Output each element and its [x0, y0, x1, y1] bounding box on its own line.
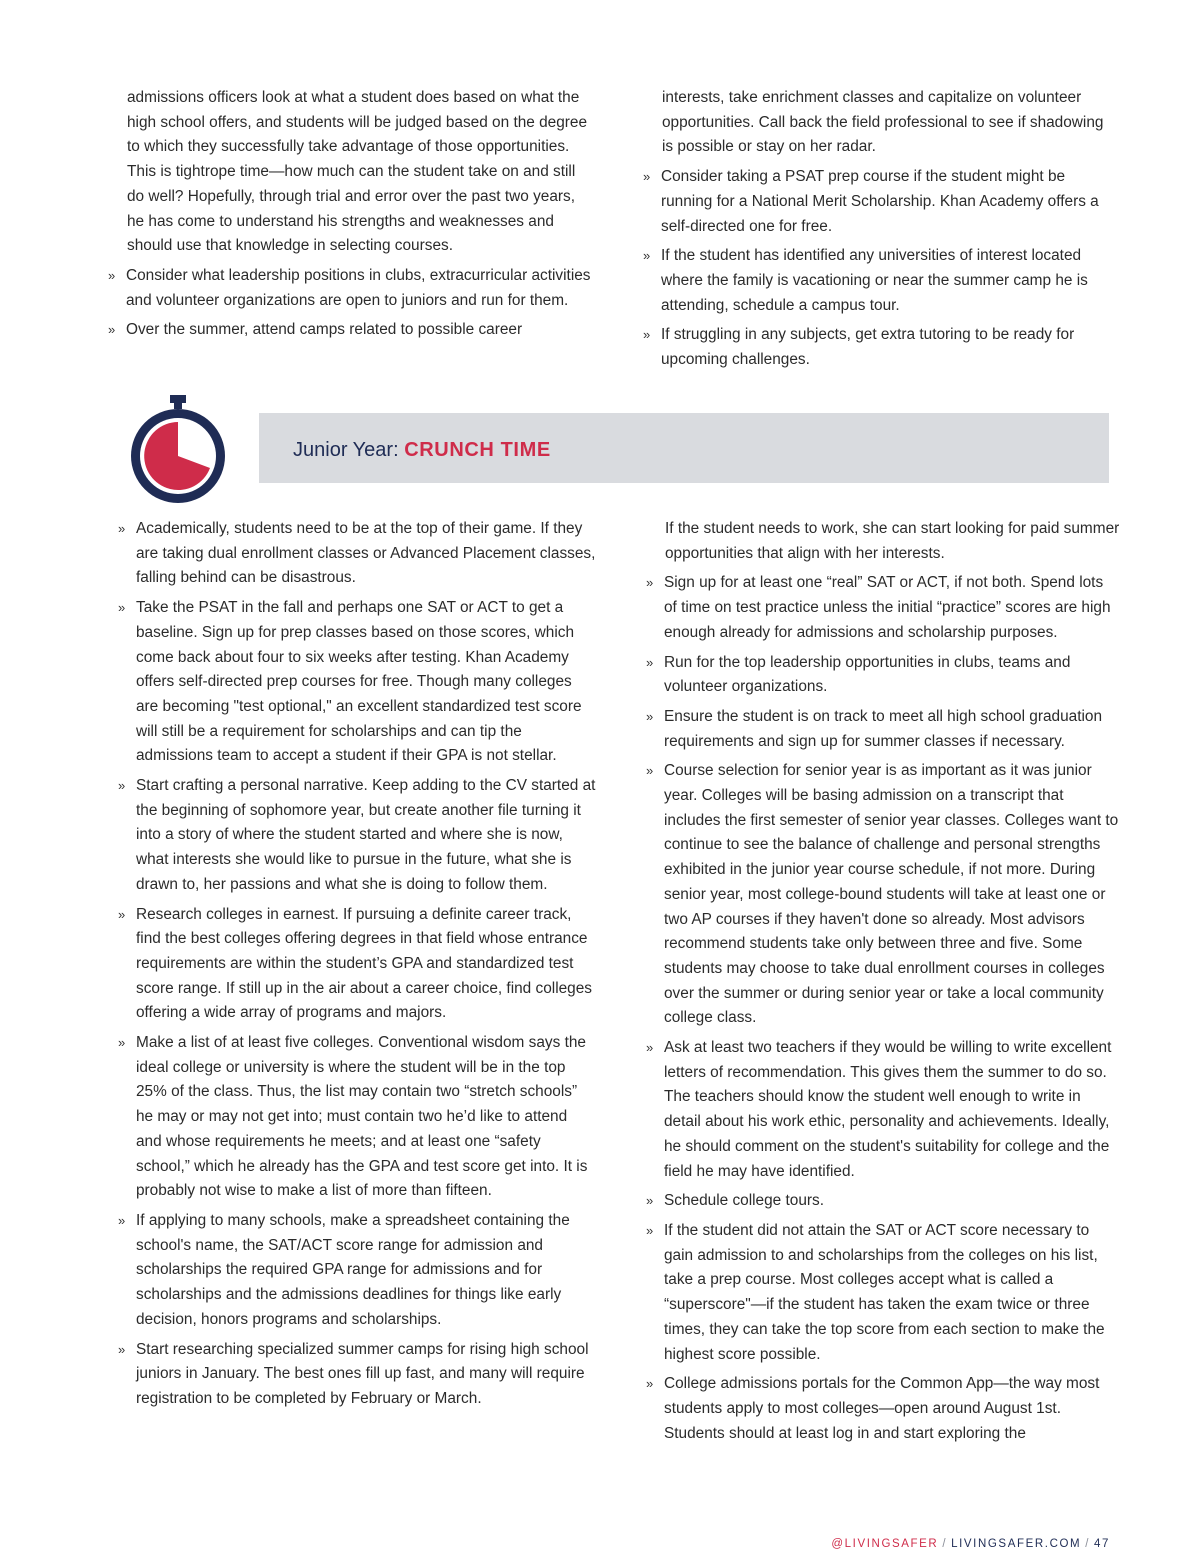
list-item-text: College admissions portals for the Common App—the way most students apply to most colleges—open around August 1st. Students should at least log in and start exploring the	[664, 1375, 1100, 1442]
list-item	[118, 774, 596, 898]
bullet-icon: »	[118, 1212, 126, 1228]
list-item	[646, 571, 1120, 645]
list-item	[118, 517, 596, 591]
list-item-text: Ensure the student is on track to meet all high school graduation requirements and sign up for summer classes if necessary.	[664, 707, 1103, 750]
list-item	[646, 759, 1120, 1031]
list-item	[646, 705, 1120, 754]
bullet-icon: »	[643, 169, 651, 185]
bullet-icon: »	[118, 521, 126, 536]
list-item-text: Consider what leadership positions in clubs, extracurricular activities and volunteer organizations are open to juniors and run for them.	[126, 266, 591, 309]
list-item-text: If the student did not attain the SAT or ACT score necessary to gain admission to and scholarships from the colleges on his list, take a prep course. Most colleges accept what is called a “superscore"—if the student has taken the exam twice or three times, they can take the top score from each section to make the highest score possible.	[664, 1221, 1105, 1363]
list-item-text: Run for the top leadership opportunities in clubs, teams and volunteer organizations.	[664, 653, 1071, 696]
bullet-icon: »	[646, 763, 654, 779]
section-title-accent: CRUNCH TIME	[404, 439, 551, 461]
continuation-paragraph: If the student needs to work, she can start looking for paid summer opportunities that align with her interests.	[665, 520, 1120, 562]
list-item	[646, 1036, 1120, 1184]
list-item	[108, 318, 594, 343]
list-item-text: If struggling in any subjects, get extra tutoring to be ready for upcoming challenges.	[661, 326, 1075, 369]
bullet-icon: »	[646, 575, 654, 591]
list-item	[643, 323, 1117, 372]
bullet-icon: »	[646, 1040, 654, 1056]
top-left-column	[108, 86, 594, 343]
bottom-right-column	[646, 517, 1120, 1446]
list-item-text: Research colleges in earnest. If pursuing a definite career track, find the best colleges offering degrees in that field whose entrance requirements are within the student’s GPA and standardized test score range. If still up in the air about a career choice, find colleges offering a wide array of programs and majors.	[136, 905, 592, 1022]
top-right-column	[643, 86, 1117, 373]
bullet-icon: »	[118, 778, 126, 794]
bottom-left-column	[118, 517, 596, 1412]
list-item	[646, 1372, 1120, 1446]
list-item-text: Ask at least two teachers if they would be willing to write excellent letters of recommendation. This gives them the summer to do so. The teachers should know the student well enough to write in detail about his work ethic, personality and achievements. Ideally, he should comment on the student's suitability for college and the field he may have identified.	[664, 1039, 1112, 1180]
bullet-icon: »	[646, 708, 654, 724]
list-item	[108, 264, 594, 313]
list-item-text: Start researching specialized summer camps for rising high school juniors in January. The best ones fill up fast, and many will require registration to be completed by February or March.	[136, 1340, 589, 1407]
bullet-icon: »	[646, 1193, 654, 1209]
list-item	[643, 244, 1117, 318]
list-item-text: Academically, students need to be at the top of their game. If they are taking dual enrollment classes or Advanced Placement classes, falling behind can be disastrous.	[136, 520, 596, 587]
list-item	[118, 1031, 596, 1204]
bullet-icon: »	[118, 600, 126, 616]
bullet-icon: »	[646, 654, 654, 670]
list-item	[646, 1189, 1120, 1214]
list-item-text: Make a list of at least five colleges. Conventional wisdom says the ideal college or university is where the student will be in the top 25% of the class. Thus, the list may contain two “stretch schools” he may or may not get into; must contain two he’d like to attend and whose requirements he meets; and at least one “safety school,” which he already has the GPA and test score get into. It is probably not wise to make a list of more than fifteen.	[136, 1034, 588, 1200]
list-item-text: Over the summer, attend camps related to possible career	[126, 321, 523, 339]
list-item	[646, 1219, 1120, 1367]
bullet-icon: »	[118, 906, 126, 922]
list-item-text: If the student has identified any universities of interest located where the family is vacationing or near the summer camp he is attending, schedule a campus tour.	[661, 247, 1088, 314]
list-item	[646, 651, 1120, 700]
list-item-text: Course selection for senior year is as important as it was junior year. Colleges will be basing admission on a transcript that includes the first semester of senior year classes. Colleges want to continue to see the balance of challenge and personal strengths exhibited in the junior year course schedule, if not more. During senior year, most college-bound students will take at least one or two AP courses if they haven't done so already. Most advisors recommend students take only between three and five. Some students may choose to take dual enrollment courses in colleges over the summer or during senior year or take a local community college class.	[664, 762, 1119, 1027]
list-item	[118, 1209, 596, 1333]
list-item-text: Start crafting a personal narrative. Keep adding to the CV started at the beginning of sophomore year, but create another file turning it into a story of where the student started and where she is now, what interests she would like to pursue in the future, what she is drawn to, her passions and what she is doing to follow them.	[136, 777, 596, 893]
list-item-text: Sign up for at least one “real” SAT or ACT, if not both. Spend lots of time on test practice unless the initial “practice” scores are high enough already for admissions and scholarship purposes.	[664, 574, 1111, 641]
section-title-prefix: Junior Year:	[293, 439, 405, 461]
footer-separator: /	[942, 1538, 948, 1550]
bullet-icon: »	[108, 267, 116, 283]
footer-separator: /	[1085, 1538, 1090, 1550]
bullet-icon: »	[643, 327, 651, 343]
social-handle-link[interactable]: @LIVINGSAFER	[831, 1538, 939, 1550]
bullet-icon: »	[646, 1376, 654, 1392]
list-item	[118, 596, 596, 769]
page-number: 47	[1094, 1538, 1110, 1550]
bullet-icon: »	[643, 248, 651, 264]
section-title	[293, 436, 551, 464]
list-item-text: If applying to many schools, make a spreadsheet containing the school's name, the SAT/ACT score range for admission and scholarships the required GPA range for admissions and for scholarships and the admissions deadlines for things like early decision, honors programs and scholarships.	[136, 1211, 570, 1328]
continuation-paragraph: interests, take enrichment classes and capitalize on volunteer opportunities. Call back the field professional to see if shadowing is possible or stay on her radar.	[662, 89, 1104, 156]
list-item	[643, 165, 1117, 239]
bullet-icon: »	[108, 322, 116, 338]
continuation-paragraph: admissions officers look at what a student does based on what the high school offers, and students will be judged based on the degree to which they successfully take advantage of those opportunities. This is tightrope time—how much can the student take on and still do well? Hopefully, through trial and error over the past two years, he has come to understand his strengths and weaknesses and should use that knowledge in selecting courses.	[127, 89, 588, 255]
list-item-text: Consider taking a PSAT prep course if the student might be running for a National Merit Scholarship. Khan Academy offers a self-directed one for free.	[661, 168, 1099, 235]
website-link[interactable]: LIVINGSAFER.COM	[951, 1538, 1082, 1550]
list-item	[118, 1338, 596, 1412]
list-item-text: Take the PSAT in the fall and perhaps one SAT or ACT to get a baseline. Sign up for prep classes based on those scores, which come back about four to six weeks after testing. Khan Academy offers self-directed prep courses for free. Though many colleges are becoming "test optional," an excellent standardized test score will still be a requirement for scholarships and can tip the admissions team to accept a student if their GPA is not stellar.	[136, 599, 582, 765]
page-footer	[831, 1538, 1110, 1550]
list-item-text: Schedule college tours.	[664, 1192, 824, 1210]
list-item	[118, 903, 596, 1027]
stopwatch-icon	[124, 393, 232, 505]
bullet-icon: »	[646, 1222, 654, 1238]
bullet-icon: »	[118, 1035, 126, 1051]
bullet-icon: »	[118, 1341, 126, 1357]
